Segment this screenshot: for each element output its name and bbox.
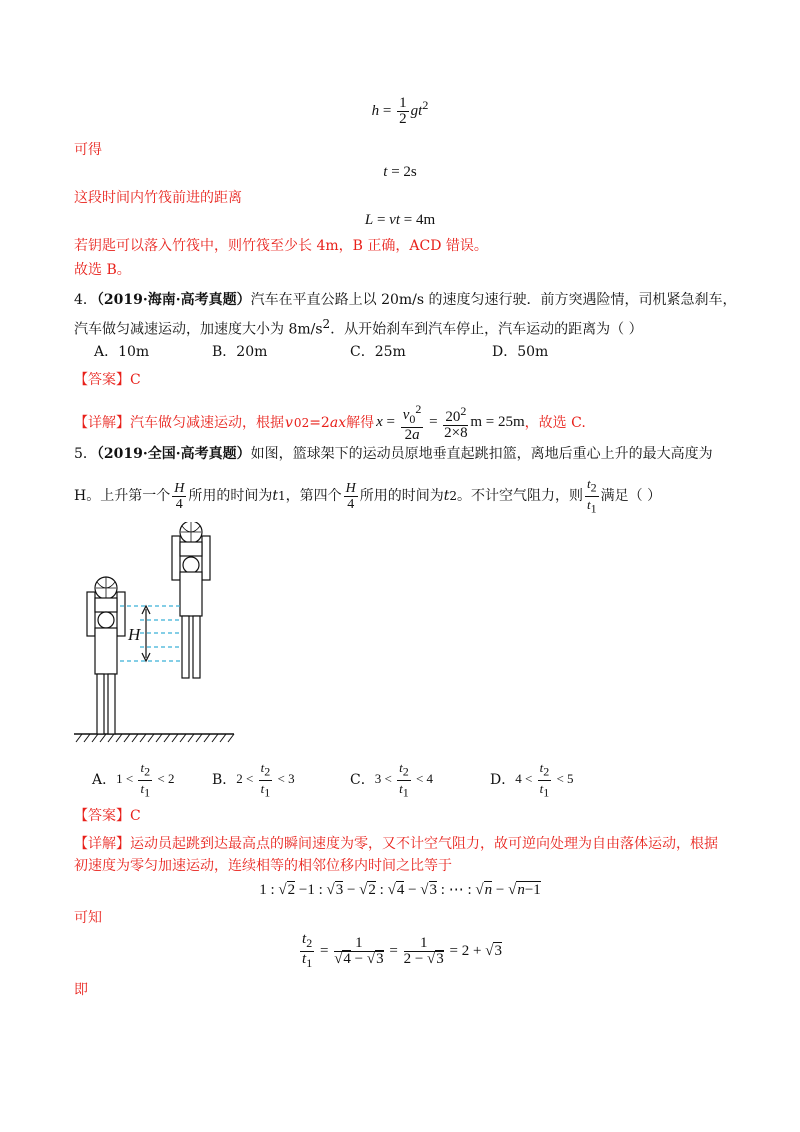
q4-detail-end: ，故选 C. [524,414,586,431]
equation-t: t = 2s [383,164,417,180]
q4-option-a[interactable]: A．10m [94,344,150,360]
q5-stem1: 如图，篮球架下的运动员原地垂直起跳扣篮，离地后重心上升的最大高度为 [250,446,713,462]
q4-number: 4． [74,292,97,308]
q4-detail-text: 汽车做匀减速运动，根据 [130,414,284,431]
q5-answer: 【答案】C [74,808,141,824]
q4-stem2a: 汽车做匀减速运动，加速度大小为 8m/s [74,321,323,338]
q5-detail-1: 运动员起跳到达最高点的瞬间速度为零，又不计空气阻力，故可逆向处理为自由落体运动，根据 [130,836,718,852]
q5-detail-line2: 初速度为零匀加速运动，连续相等的相邻位移内时间之比等于 [74,858,452,874]
q4-detail-label: 【详解】 [74,414,130,431]
q5-detail-line1 [74,834,718,854]
q5-stem-line1 [74,444,713,464]
q5-stem2d: 所用的时间为 [359,488,444,505]
q5-option-a[interactable]: A． 1 < $\frac{t_2}{t_1}$ < 2 [92,760,175,800]
basketball-figure [70,522,250,744]
q5-stem-line2: H。上升第一个 $\frac{H}{4}$ 所用的时间为 t 1 ，第四个 $\frac{H}{4}$ 所用的时间为 t 2 。不计空气阻力，则 $\frac{t_2}{t_1}$ 满足（ ） [74,476,662,516]
q5-number: 5． [74,446,97,462]
equation-L: L = vt = 4m [364,212,436,228]
q5-option-c[interactable]: C． 3 < $\frac{t_2}{t_1}$ < 4 [350,760,434,800]
q4-stem2b: ．从开始刹车到汽车停止，汽车运动的距离为（ ） [330,321,643,338]
q5-option-d[interactable]: D． 4 < $\frac{t_2}{t_1}$ < 5 [490,760,574,800]
q5-stem2e: 。不计空气阻力，则 [457,488,584,505]
text-keyi-2: 可知 [74,910,102,926]
text-distance: 这段时间内竹筏前进的距离 [74,190,242,206]
text-ji: 即 [74,982,88,998]
q4-stem1: 汽车在平直公路上以 20m/s 的速度匀速行驶．前方突遇险情，司机紧急刹车， [250,292,737,308]
q5-stem2a: H。上升第一个 [74,488,171,505]
q4-answer: 【答案】C [74,372,141,388]
q4-option-b[interactable]: B．20m [212,344,268,360]
figure-label-h: H [128,625,141,644]
text-choose-b: 故选 B。 [74,262,131,278]
player-jumping [172,522,210,678]
text-conclusion: 若钥匙可以落入竹筏中，则竹筏至少长 4m，B 正确，ACD 错误。 [74,238,488,254]
q5-stem2f: 满足（ ） [600,488,662,505]
q5-option-b[interactable]: B． 2 < $\frac{t_2}{t_1}$ < 3 [212,760,295,800]
q4-source: （2019·海南·高考真题） [96,292,251,308]
q5-stem2c: ，第四个 [285,488,342,505]
q4-stem-line2: 汽车做匀减速运动，加速度大小为 $8m/s^2$．从开始刹车到汽车停止，汽车运动的距离为（ ） [74,317,643,338]
q5-detail-label: 【详解】 [74,836,130,852]
player-standing [87,577,125,734]
equation-ratio: 1 : √2 −1 : √3 − √2 : √4 − √3 : ⋯ : √n − √n−1 [259,882,541,898]
q4-option-d[interactable]: D．50m [492,344,549,360]
q4-detail-mid: 解得 [346,414,375,431]
equation-t2-t1: $\frac{t_2}{t_1}$ = $\frac{1}{√4 - √3}$ = $\frac{1}{2 - √3}$ = 2 + √3 [302,931,502,970]
text-keyi: 可得 [74,142,102,158]
q5-stem2b: 所用的时间为 [188,488,273,505]
q5-source: （2019·全国·高考真题） [96,446,251,462]
equation-h: h = $\frac{1}{2}$ $gt^2$ [371,95,429,127]
q4-stem-line1 [74,290,737,310]
q4-option-c[interactable]: C．25m [350,344,406,360]
q4-detail: 【详解】 汽车做匀减速运动，根据 v 0 2 =2 ax 解得 x = $\frac{v_0^2}{2a}$ = $\frac{20^2}{2\times 8}$ m = 25m ，故选 C. [74,402,586,443]
